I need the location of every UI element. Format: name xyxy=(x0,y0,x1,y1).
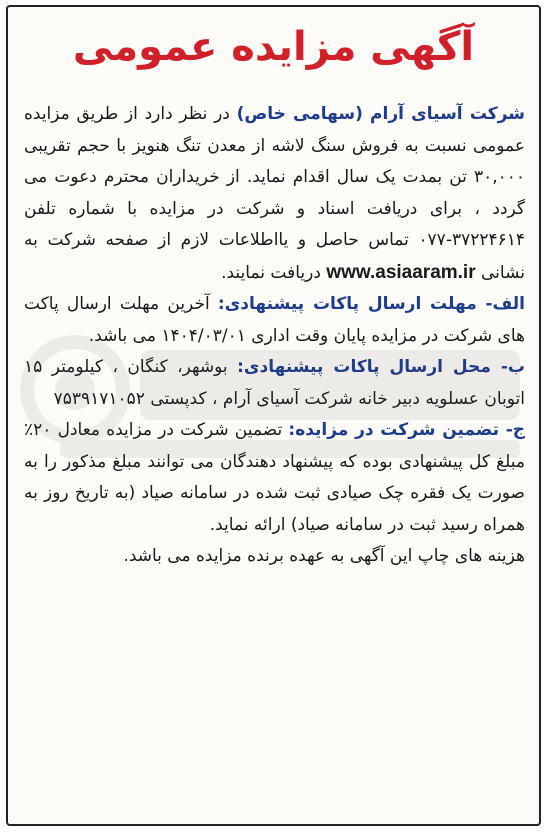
notice-body xyxy=(24,99,525,573)
intro-text-after-phone: تماس حاصل و یااطلاعات لازم از صفحه شرکت به نشانی xyxy=(24,230,525,283)
section-be xyxy=(24,352,525,415)
section-be-heading: ب- محل ارسال پاکات پیشنهادی: xyxy=(237,357,525,377)
website-link[interactable]: www.asiaaram.ir xyxy=(326,261,476,283)
section-alef-heading: الف- مهلت ارسال پاکات پیشنهادی: xyxy=(217,294,525,314)
section-alef xyxy=(24,289,525,352)
section-alef-text: آخرین مهلت ارسال پاکت های شرکت در مزایده پایان وقت اداری ۱۴۰۴/۰۳/۰۱ می باشد. xyxy=(24,294,525,346)
company-name: شرکت آسیای آرام (سهامی خاص) xyxy=(236,104,525,124)
phone-number: ۰۷۷-۳۷۲۲۴۶۱۴ xyxy=(418,230,525,250)
section-jim xyxy=(24,415,525,541)
intro-text-end: دریافت نمایند. xyxy=(221,262,327,283)
notice-frame xyxy=(6,5,541,826)
closing-note: هزینه های چاپ این آگهی به عهده برنده مزایده می باشد. xyxy=(123,546,525,566)
section-jim-heading: ج- تضمین شرکت در مزایده: xyxy=(288,420,525,440)
notice-title: آگهی مزایده عمومی xyxy=(72,24,475,70)
section-be-text: بوشهر، کنگان ، کیلومتر ۱۵ اتوبان عسلویه دبیر خانه شرکت آسیای آرام ، کدپستی ۷۵۳۹۱۷۱۰۵۲ xyxy=(24,357,525,409)
section-jim-text: تضمین شرکت در مزایده معادل ۲۰٪ مبلغ کل پیشنهادی بوده که پیشنهاد دهندگان می توانند مبلغ مذکور را به صورت یک فقره چک صیادی ثبت شده در سامانه صیاد (به تاریخ روز به همراه رسید ثبت در سامانه صیاد) ارائه نماید. xyxy=(24,420,525,535)
intro-paragraph xyxy=(24,99,525,289)
intro-text: در نظر دارد از طریق مزایده عمومی نسبت به فروش سنگ لاشه از معدن تنگ هنویز با حجم تقریبی ۳۰,۰۰۰ تن بمدت یک سال اقدام نماید. از خریداران محترم دعوت می گردد ، برای دریافت اسناد و شرکت در مزایده با شماره تلفن xyxy=(24,104,525,219)
